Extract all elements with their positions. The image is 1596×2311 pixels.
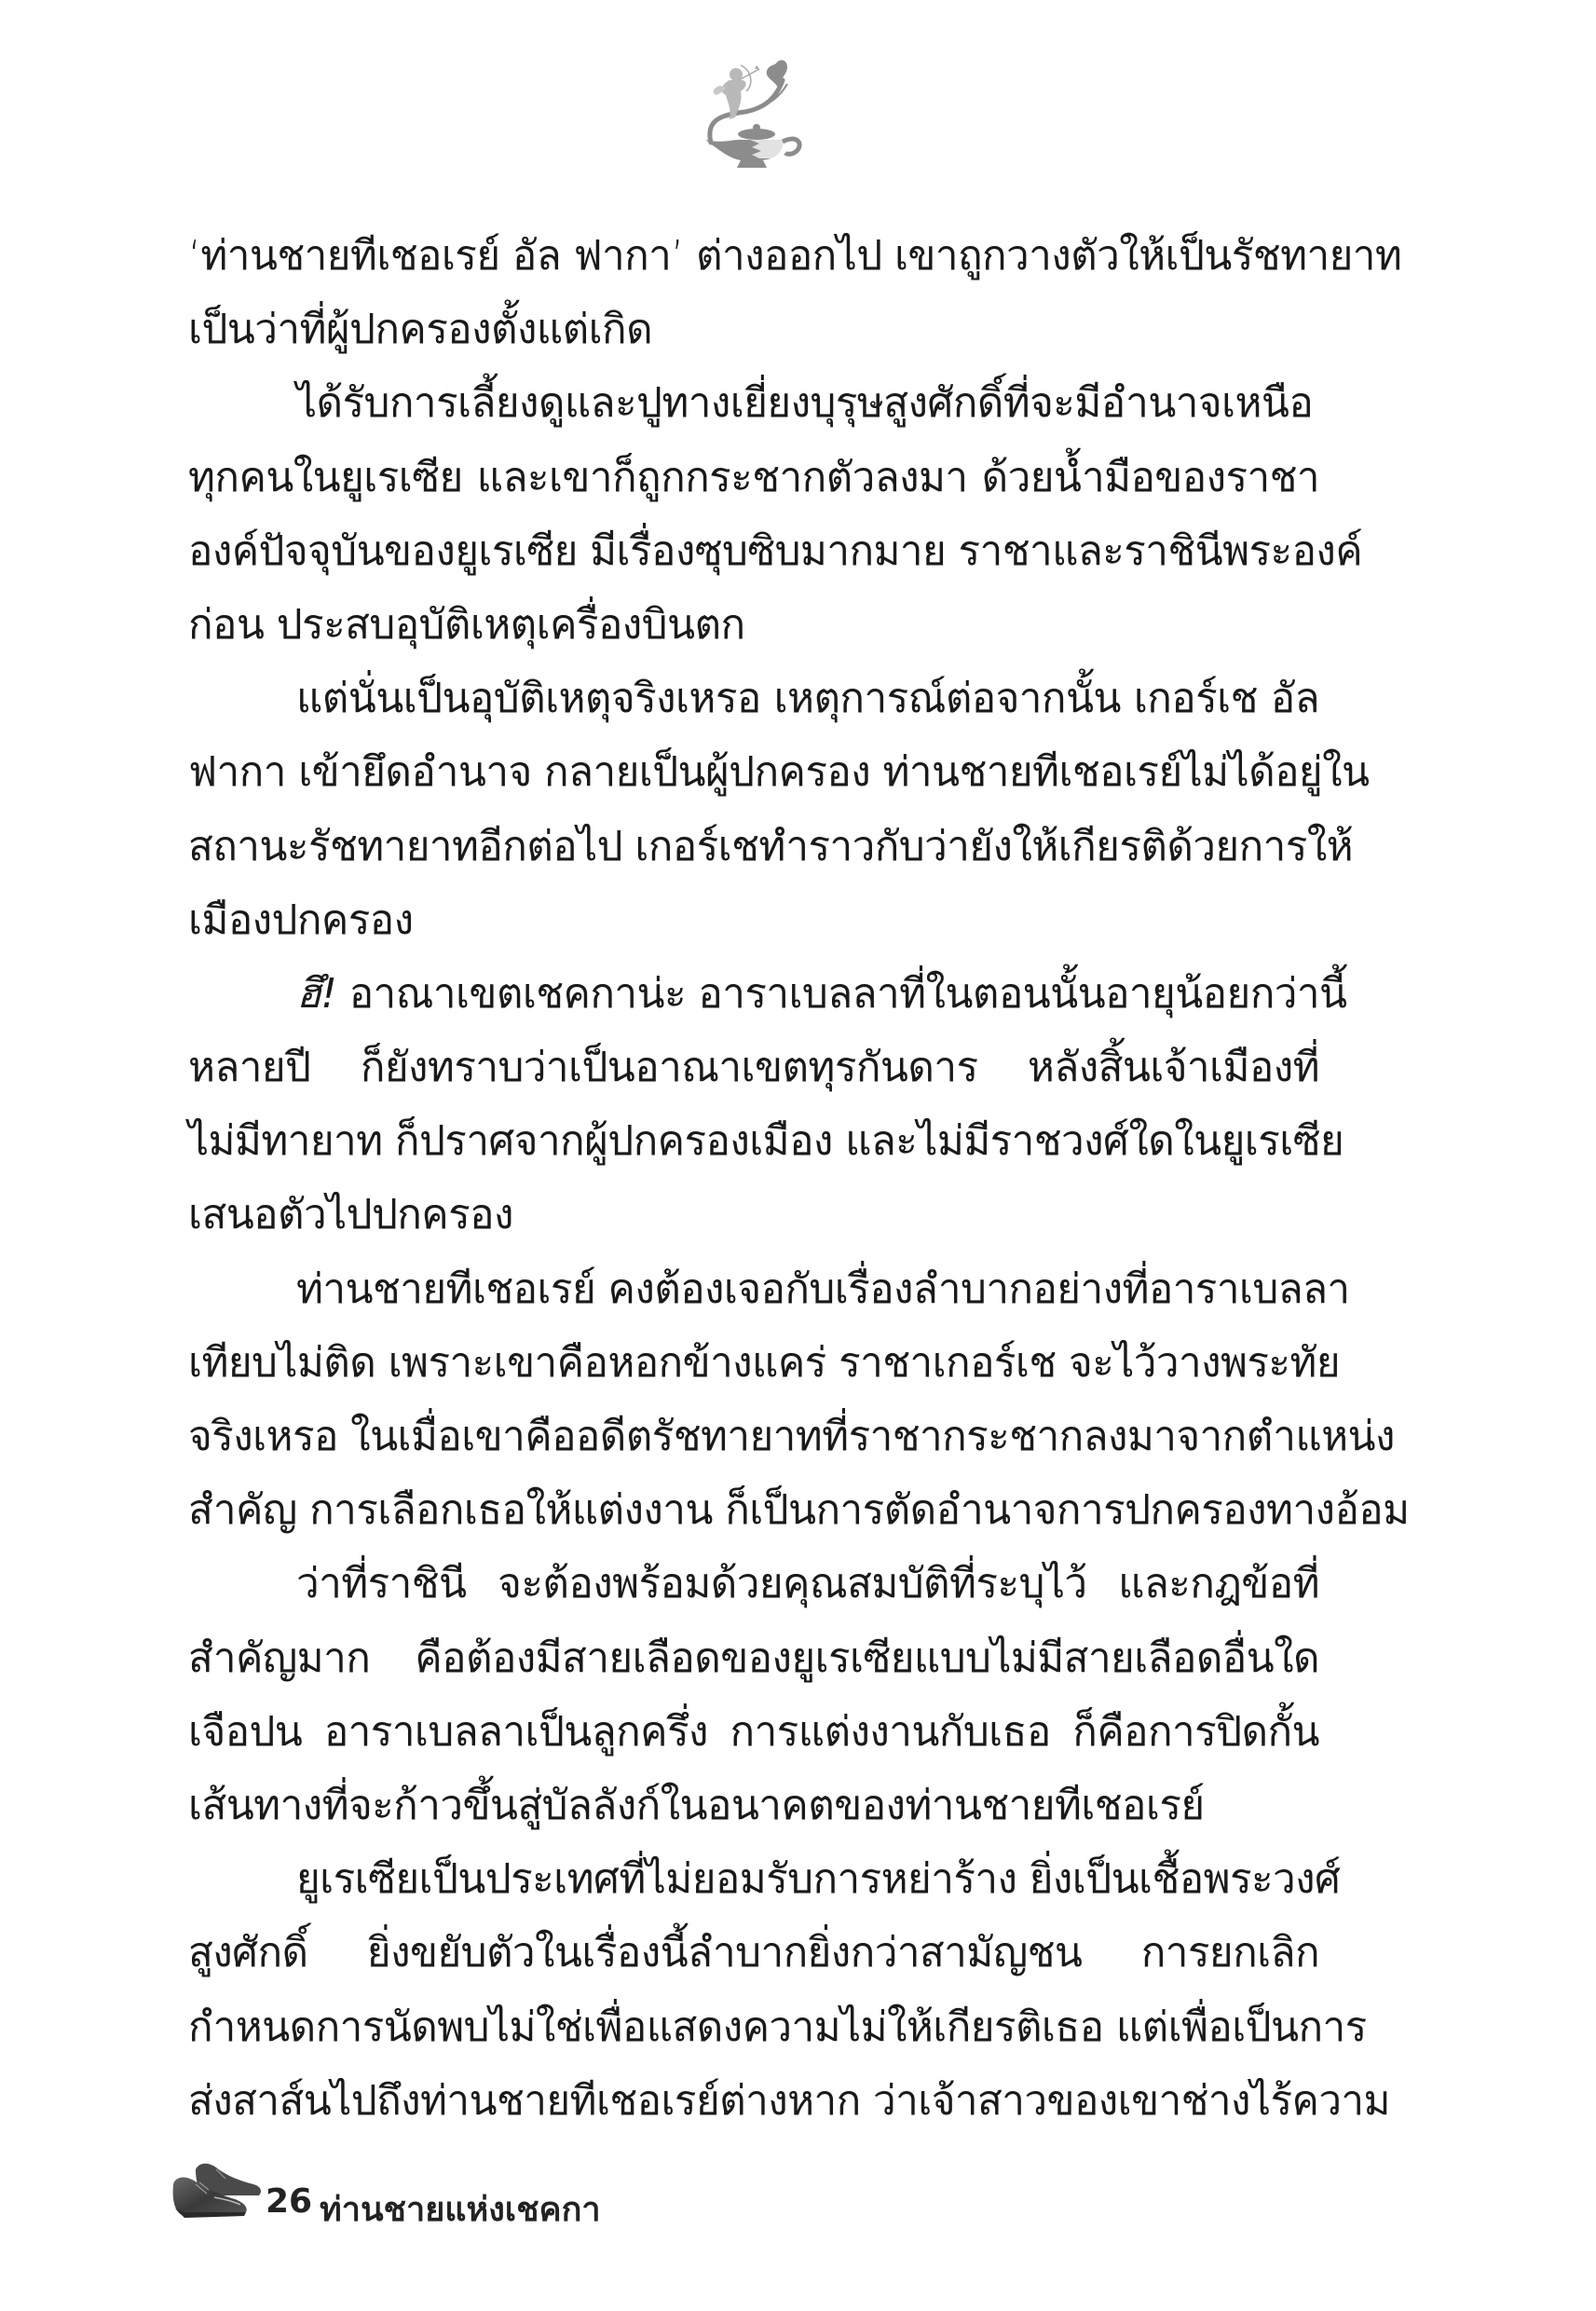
body-text (188, 219, 1410, 2138)
book-title: ท่านชายแห่งเชคกา (320, 2191, 601, 2229)
magic-lamp-cupid-heart-icon (694, 54, 811, 171)
text-line: หลายปี ก็ยังทราบว่าเป็นอาณาเขตทุรกันดาร หลังสิ้นเจ้าเมืองที่ (188, 1044, 1319, 1092)
text-line: กำหนดการนัดพบไม่ใช่เพื่อแสดงความไม่ให้เกียรติเธอ แต่เพื่อเป็นการ (188, 2003, 1367, 2051)
text-line: สถานะรัชทายาทอีกต่อไป เกอร์เชทำราวกับว่ายังให้เกียรติด้วยการให้ (188, 822, 1354, 870)
text-line: ก่อน ประสบอุบัติเหตุเครื่องบินตก (188, 600, 745, 649)
text-line: เทียบไม่ติด เพราะเขาคือหอกข้างแคร่ ราชาเกอร์เช จะไว้วางพระทัย (188, 1338, 1341, 1387)
text-line-rest: อาณาเขตเชคกาน่ะ อาราเบลลาที่ในตอนนั้นอายุน้อยกว่านี้ (348, 969, 1347, 1018)
text-line: ว่าที่ราชินี จะต้องพร้อมด้วยคุณสมบัติที่ระบุไว้ และกฎข้อที่ (296, 1560, 1319, 1608)
text-line: ทุกคนในยูเรเซีย และเขาก็ถูกกระชากตัวลงมา ด้วยน้ำมือของราชา (188, 453, 1319, 501)
text-line: สำคัญมาก คือต้องมีสายเลือดของยูเรเซียแบบไม่มีสายเลือดอื่นใด (188, 1634, 1319, 1682)
text-line: แต่นั่นเป็นอุบัติเหตุจริงเหรอ เหตุการณ์ต่อจากนั้น เกอร์เช อัล (296, 675, 1319, 723)
text-line: เมืองปกครอง (188, 896, 414, 944)
text-line: ฟากา เข้ายึดอำนาจ กลายเป็นผู้ปกครอง ท่านชายทีเชอเรย์ไม่ได้อยู่ใน (188, 748, 1370, 797)
dress-shoes-icon (168, 2156, 265, 2225)
text-line: สำคัญ การเลือกเธอให้แต่งงาน ก็เป็นการตัดอำนาจการปกครองทางอ้อม (188, 1486, 1410, 1535)
text-line: องค์ปัจจุบันของยูเรเซีย มีเรื่องซุบซิบมากมาย ราชาและราชินีพระองค์ (188, 526, 1363, 575)
text-line: ไม่มีทายาท ก็ปราศจากผู้ปกครองเมือง และไม่มีราชวงศ์ใดในยูเรเซีย (188, 1117, 1344, 1166)
text-line: ท่านชายทีเชอเรย์ คงต้องเจอกับเรื่องลำบากอย่างที่อาราเบลลา (296, 1265, 1350, 1313)
text-line: ‘ท่านชายทีเชอเรย์ อัล ฟากา’ ต่างออกไป เขาถูกวางตัวให้เป็นรัชทายาท (188, 232, 1402, 280)
text-line: สูงศักดิ์ ยิ่งขยับตัวในเรื่องนี้ลำบากยิ่งกว่าสามัญชน การยกเลิก (188, 1929, 1319, 1977)
text-line: ยูเรเซียเป็นประเทศที่ไม่ยอมรับการหย่าร้าง ยิ่งเป็นเชื้อพระวงศ์ (296, 1855, 1341, 1904)
text-line: เสนอตัวไปปกครอง (188, 1191, 513, 1239)
page-number: 26 (266, 2182, 313, 2221)
text-line: เจือปน อาราเบลลาเป็นลูกครึ่ง การแต่งงานกับเธอ ก็คือการปิดกั้น (188, 1707, 1319, 1756)
text-line: เป็นว่าที่ผู้ปกครองตั้งแต่เกิด (188, 306, 653, 354)
emphasis-text: ฮึ! (296, 969, 337, 1018)
page-footer (168, 2154, 727, 2229)
text-line: จริงเหรอ ในเมื่อเขาคืออดีตรัชทายาทที่ราชากระชากลงมาจากตำแหน่ง (188, 1413, 1395, 1460)
text-line: เส้นทางที่จะก้าวขึ้นสู่บัลลังก์ในอนาคตของท่านชายทีเชอเรย์ (188, 1781, 1205, 1829)
text-line: ส่งสาส์นไปถึงท่านชายทีเชอเรย์ต่างหาก ว่าเจ้าสาวของเขาช่างไร้ความ (188, 2076, 1390, 2125)
text-line: ได้รับการเลี้ยงดูและปูทางเยี่ยงบุรุษสูงศักดิ์ที่จะมีอำนาจเหนือ (296, 379, 1314, 428)
text-line (188, 957, 1347, 1031)
